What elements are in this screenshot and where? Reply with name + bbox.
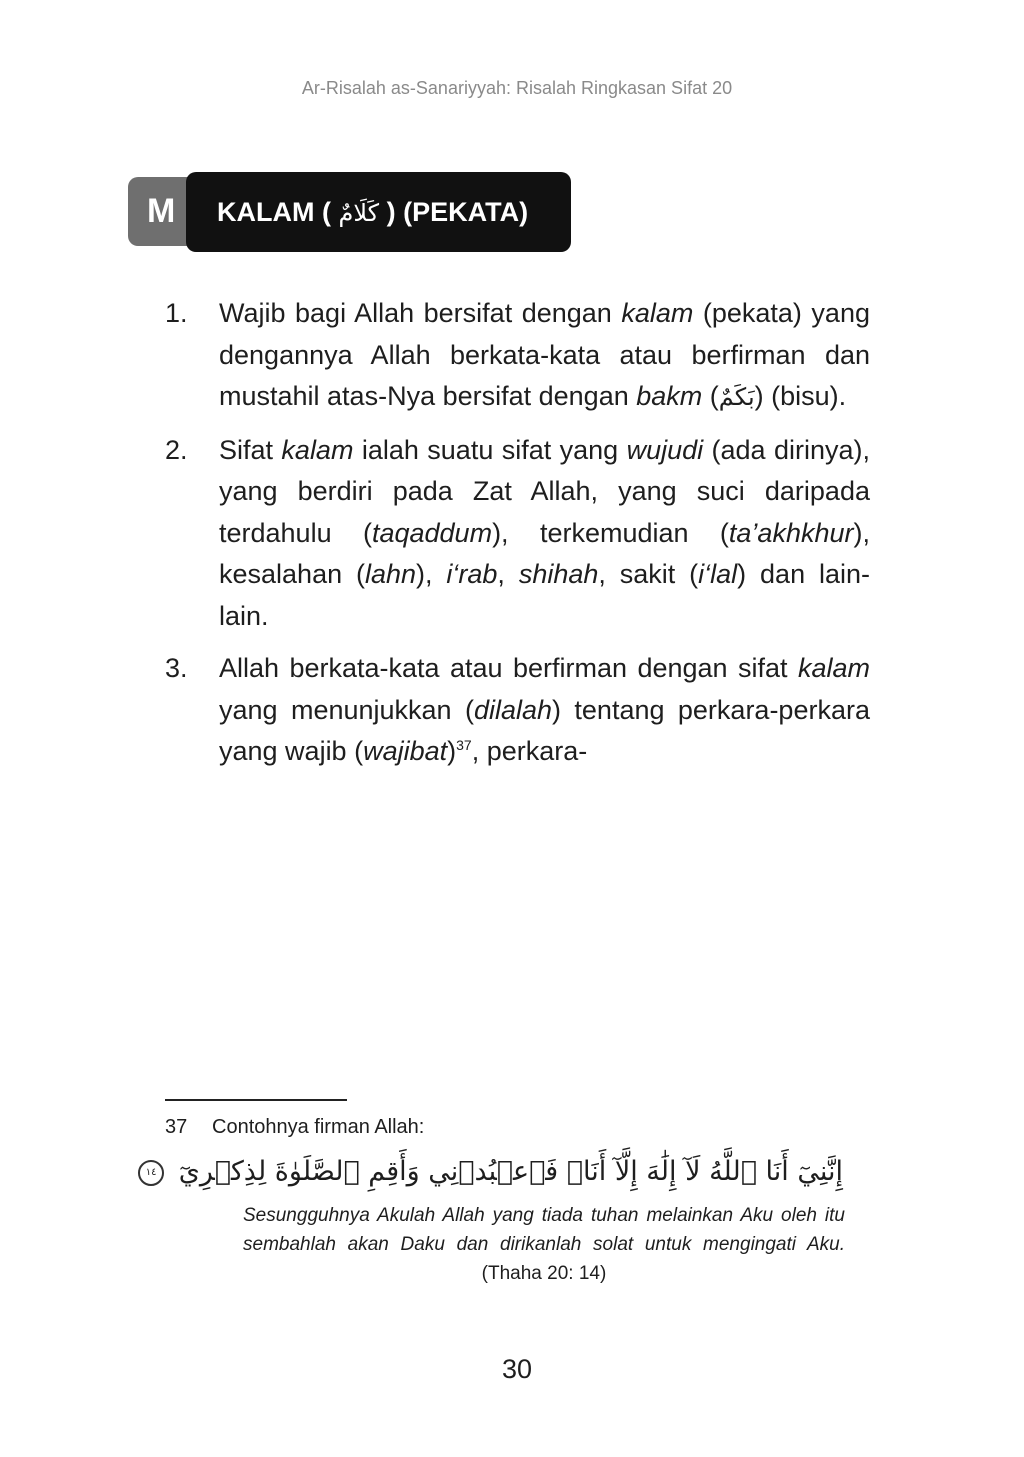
quran-verse-text: إِنَّنِيٓ أَنَا ٱللَّهُ لَآ إِلَٰهَ إِلَّآ أَنَا۠ فَٱعۡبُدۡنِي وَأَقِمِ ٱلصَّلَوٰةَ لِذِكۡرِيٓ [178,1156,843,1187]
list-item-text: ) tentang perkara-perkara yang wajib ( [219,694,870,766]
list-item-number: 2. [165,434,188,465]
list-item-text: ) [447,736,457,766]
list-item-text: kalam [621,298,694,328]
list-item-text: Allah berkata-kata atau berfirman dengan sifat [219,653,798,683]
section-title [186,172,571,252]
list-item-text: , sakit ( [598,559,699,589]
arabic-term: بَكَمٌ [718,383,755,411]
verse-reference: (Thaha 20: 14) [481,1263,607,1284]
list-item-text: , perkara- [471,736,588,766]
list-item [165,648,870,773]
footnote-number: 37 [165,1116,188,1138]
footnote-intro: Contohnya firman Allah: [212,1116,425,1138]
verse-number-marker: ١٤ [138,1160,164,1186]
list-item-text: Sifat [219,434,282,465]
list-item-text: wujudi [626,434,704,465]
verse-translation [243,1201,845,1288]
footnote [165,1113,424,1141]
list-item-text: bakm [636,381,703,411]
page-number: 30 [501,1354,533,1384]
quran-verse [145,1150,843,1194]
list-item-text: ), terkemudian ( [492,517,729,548]
list-item-text: dilalah [473,694,553,725]
list-item-number: 3. [165,653,188,683]
list-item-text: kalam [797,653,870,683]
list-item-text: i‘lal [698,559,738,589]
list-item-text: (pekata) yang dengannya Allah berkata-kata atau berfirman dan mustahil atas-Nya bersifat dengan [219,298,870,411]
list-item-text: lahn [364,559,417,589]
section-title-arabic: كَلَامٌ [338,199,380,227]
list-item-number: 1. [165,298,188,328]
list-item-text: , [497,559,519,589]
list-item-text: shihah [518,559,599,589]
list-item-text: i‘rab [446,559,498,589]
section-title-prefix: KALAM ( [217,197,331,227]
section-heading [128,172,571,252]
list-item-text: ) (bisu). [754,381,847,411]
list-item-text: ), kesalahan ( [219,517,870,589]
section-letter-tab: M [128,177,200,246]
footnote-ref: 37 [456,737,472,753]
list-item-text: ialah suatu sifat yang [353,434,627,465]
list-item [165,293,870,419]
list-item [165,430,870,638]
numbered-list [165,293,870,784]
translation-text: Sesungguhnya Akulah Allah yang tiada tuhan melainkan Aku oleh itu sembahlah akan Daku dan dirikanlah solat untuk mengingati Aku. [243,1205,845,1255]
list-item-text: taqaddum [371,517,493,548]
list-item-text: yang menunjukkan ( [219,694,474,725]
running-header: Ar-Risalah as-Sanariyyah: Risalah Ringkasan Sifat 20 [301,78,733,98]
section-title-suffix: ) (PEKATA) [386,197,529,227]
list-item-text: Wajib bagi Allah bersifat dengan [219,298,622,328]
list-item-text: ) dan lain-lain. [219,559,870,631]
footnote-divider [165,1099,347,1101]
list-item-text: kalam [281,434,354,465]
list-item-text: wajibat [363,736,448,766]
list-item-text: ta’akhkhur [728,517,854,548]
list-item-text: ( [702,381,719,411]
list-item-text: ), [416,559,447,589]
list-item-text: (ada dirinya), yang berdiri pada Zat Allah, yang suci daripada terdahulu ( [219,434,870,548]
